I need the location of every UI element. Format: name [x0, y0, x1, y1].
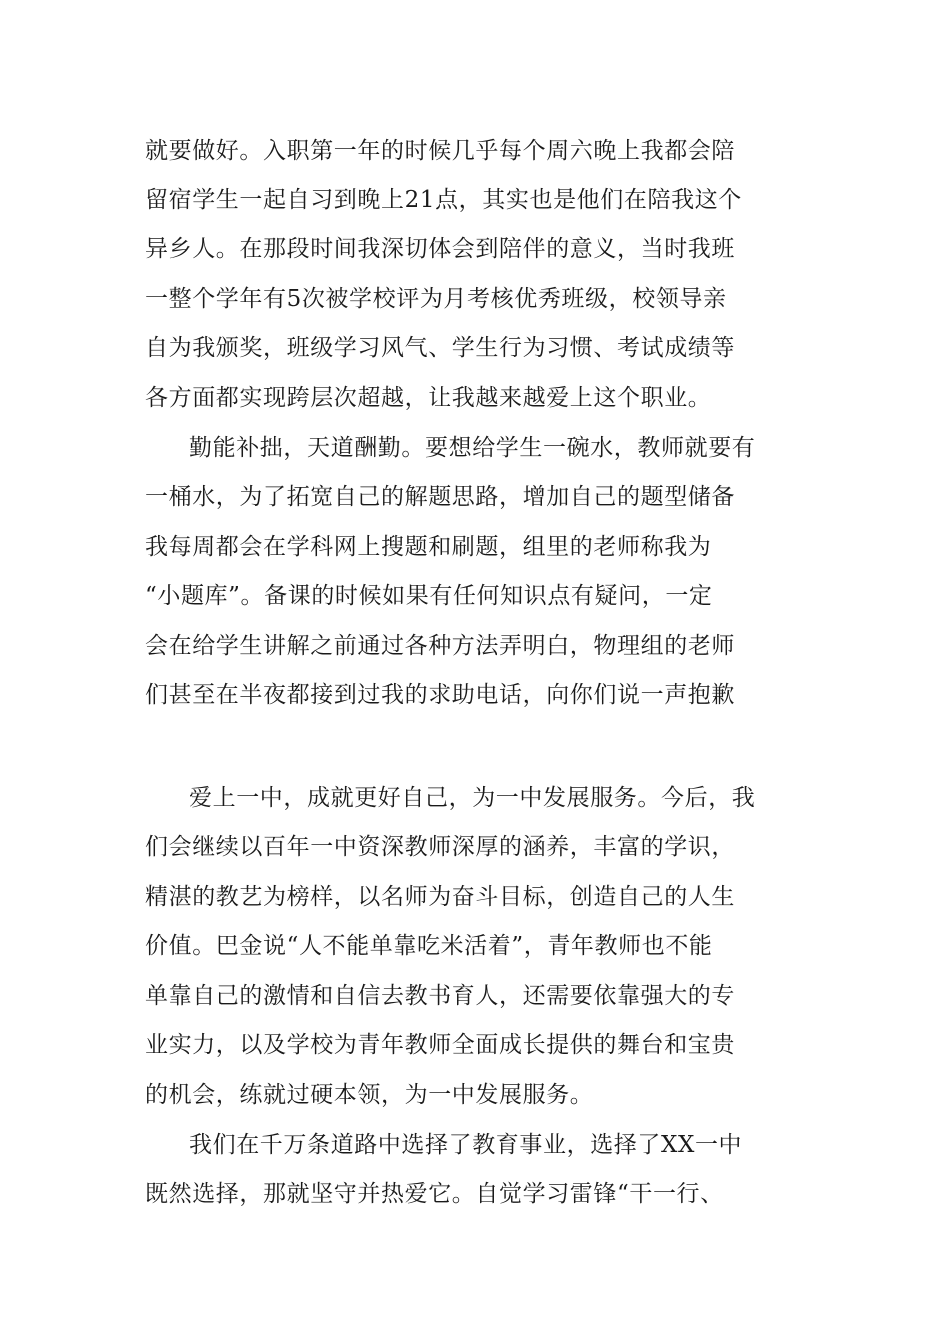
text-line: 会在给学生讲解之前通过各种方法弄明白，物理组的老师 — [145, 633, 735, 659]
text-line: 异乡人。在那段时间我深切体会到陪伴的意义，当时我班 — [145, 236, 735, 262]
text-line: 我每周都会在学科网上搜题和刷题，组里的老师称我为 — [145, 534, 712, 560]
text-line: 的机会，练就过硬本领，为一中发展服务。 — [145, 1082, 594, 1108]
text-line: 既然选择，那就坚守并热爱它。自觉学习雷锋“干一行、 — [145, 1181, 724, 1207]
text-line: 留宿学生一起自习到晚上21点，其实也是他们在陪我这个 — [145, 187, 742, 213]
paragraph-start-line: 爱上一中，成就更好自己，为一中发展服务。今后，我 — [189, 785, 756, 811]
text-line: 价值。巴金说“人不能单靠吃米活着”，青年教师也不能 — [145, 933, 713, 959]
text-line: “小题库”。备课的时候如果有任何知识点有疑问，一定 — [145, 583, 713, 609]
text-line: 一整个学年有5次被学校评为月考核优秀班级，校领导亲 — [145, 286, 727, 312]
text-line: 们甚至在半夜都接到过我的求助电话，向你们说一声抱歉 — [145, 682, 735, 708]
paragraph-start-line: 勤能补拙，天道酬勤。要想给学生一碗水，教师就要有 — [189, 435, 756, 461]
text-line: 自为我颁奖，班级学习风气、学生行为习惯、考试成绩等 — [145, 335, 735, 361]
paragraph-start-line: 我们在千万条道路中选择了教育事业，选择了XX一中 — [189, 1132, 743, 1158]
text-line: 业实力，以及学校为青年教师全面成长提供的舞台和宝贵 — [145, 1032, 735, 1058]
text-line: 精湛的教艺为榜样，以名师为奋斗目标，创造自己的人生 — [145, 884, 735, 910]
text-line: 单靠自己的激情和自信去教书育人，还需要依靠强大的专 — [145, 983, 735, 1009]
text-line: 各方面都实现跨层次超越，让我越来越爱上这个职业。 — [145, 385, 712, 411]
text-line: 一桶水，为了拓宽自己的解题思路，增加自己的题型储备 — [145, 484, 735, 510]
text-line: 们会继续以百年一中资深教师深厚的涵养，丰富的学识， — [145, 834, 735, 860]
text-line: 就要做好。入职第一年的时候几乎每个周六晚上我都会陪 — [145, 138, 735, 164]
